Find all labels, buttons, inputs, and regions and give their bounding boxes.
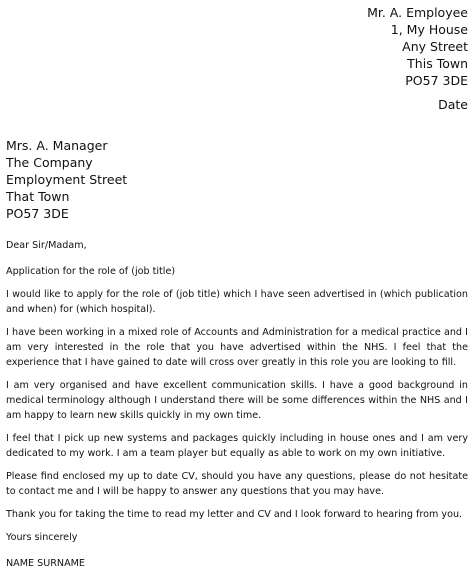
recipient-company: The Company <box>6 155 93 170</box>
closing: Yours sincerely <box>6 532 78 543</box>
salutation: Dear Sir/Madam, <box>6 240 87 251</box>
paragraph-2: I have been working in a mixed role of Accounts and Administration for a medical practice and I am very interested in the role that you have advertised within the NHS. I feel that the experience that I have gained to date will cross over greatly in this role you are looking to fill. <box>6 327 468 368</box>
sender-postcode: PO57 3DE <box>405 73 468 88</box>
letter-body <box>6 238 468 579</box>
paragraph-5: Please find enclosed my up to date CV, should you have any questions, please do not hesitate to contact me and I will be happy to answer any questions that you may have. <box>6 471 468 497</box>
recipient-name: Mrs. A. Manager <box>6 138 108 153</box>
sender-town: This Town <box>407 56 468 71</box>
sender-name: Mr. A. Employee <box>367 5 468 20</box>
letter-date: Date <box>438 97 468 112</box>
sender-house: 1, My House <box>390 22 468 37</box>
recipient-postcode: PO57 3DE <box>6 206 69 221</box>
sender-street: Any Street <box>402 39 468 54</box>
paragraph-3: I am very organised and have excellent communication skills. I have a good background in medical terminology although I understand there will be some differences within the NHS and I am happy to learn new skills quickly in my own time. <box>6 380 468 421</box>
paragraph-6: Thank you for taking the time to read my letter and CV and I look forward to hearing from you. <box>6 509 463 520</box>
recipient-town: That Town <box>6 189 70 204</box>
subject-line: Application for the role of (job title) <box>6 266 176 277</box>
sender-address <box>367 4 468 89</box>
recipient-street: Employment Street <box>6 172 128 187</box>
signature: NAME SURNAME <box>6 558 85 569</box>
recipient-address <box>6 137 127 222</box>
paragraph-4: I feel that I pick up new systems and packages quickly including in house ones and I am very dedicated to my work. I am a team player but equally as able to work on my own initiative. <box>6 433 468 459</box>
paragraph-1: I would like to apply for the role of (job title) which I have seen advertised in (which publication and when) for (which hospital). <box>6 289 468 315</box>
